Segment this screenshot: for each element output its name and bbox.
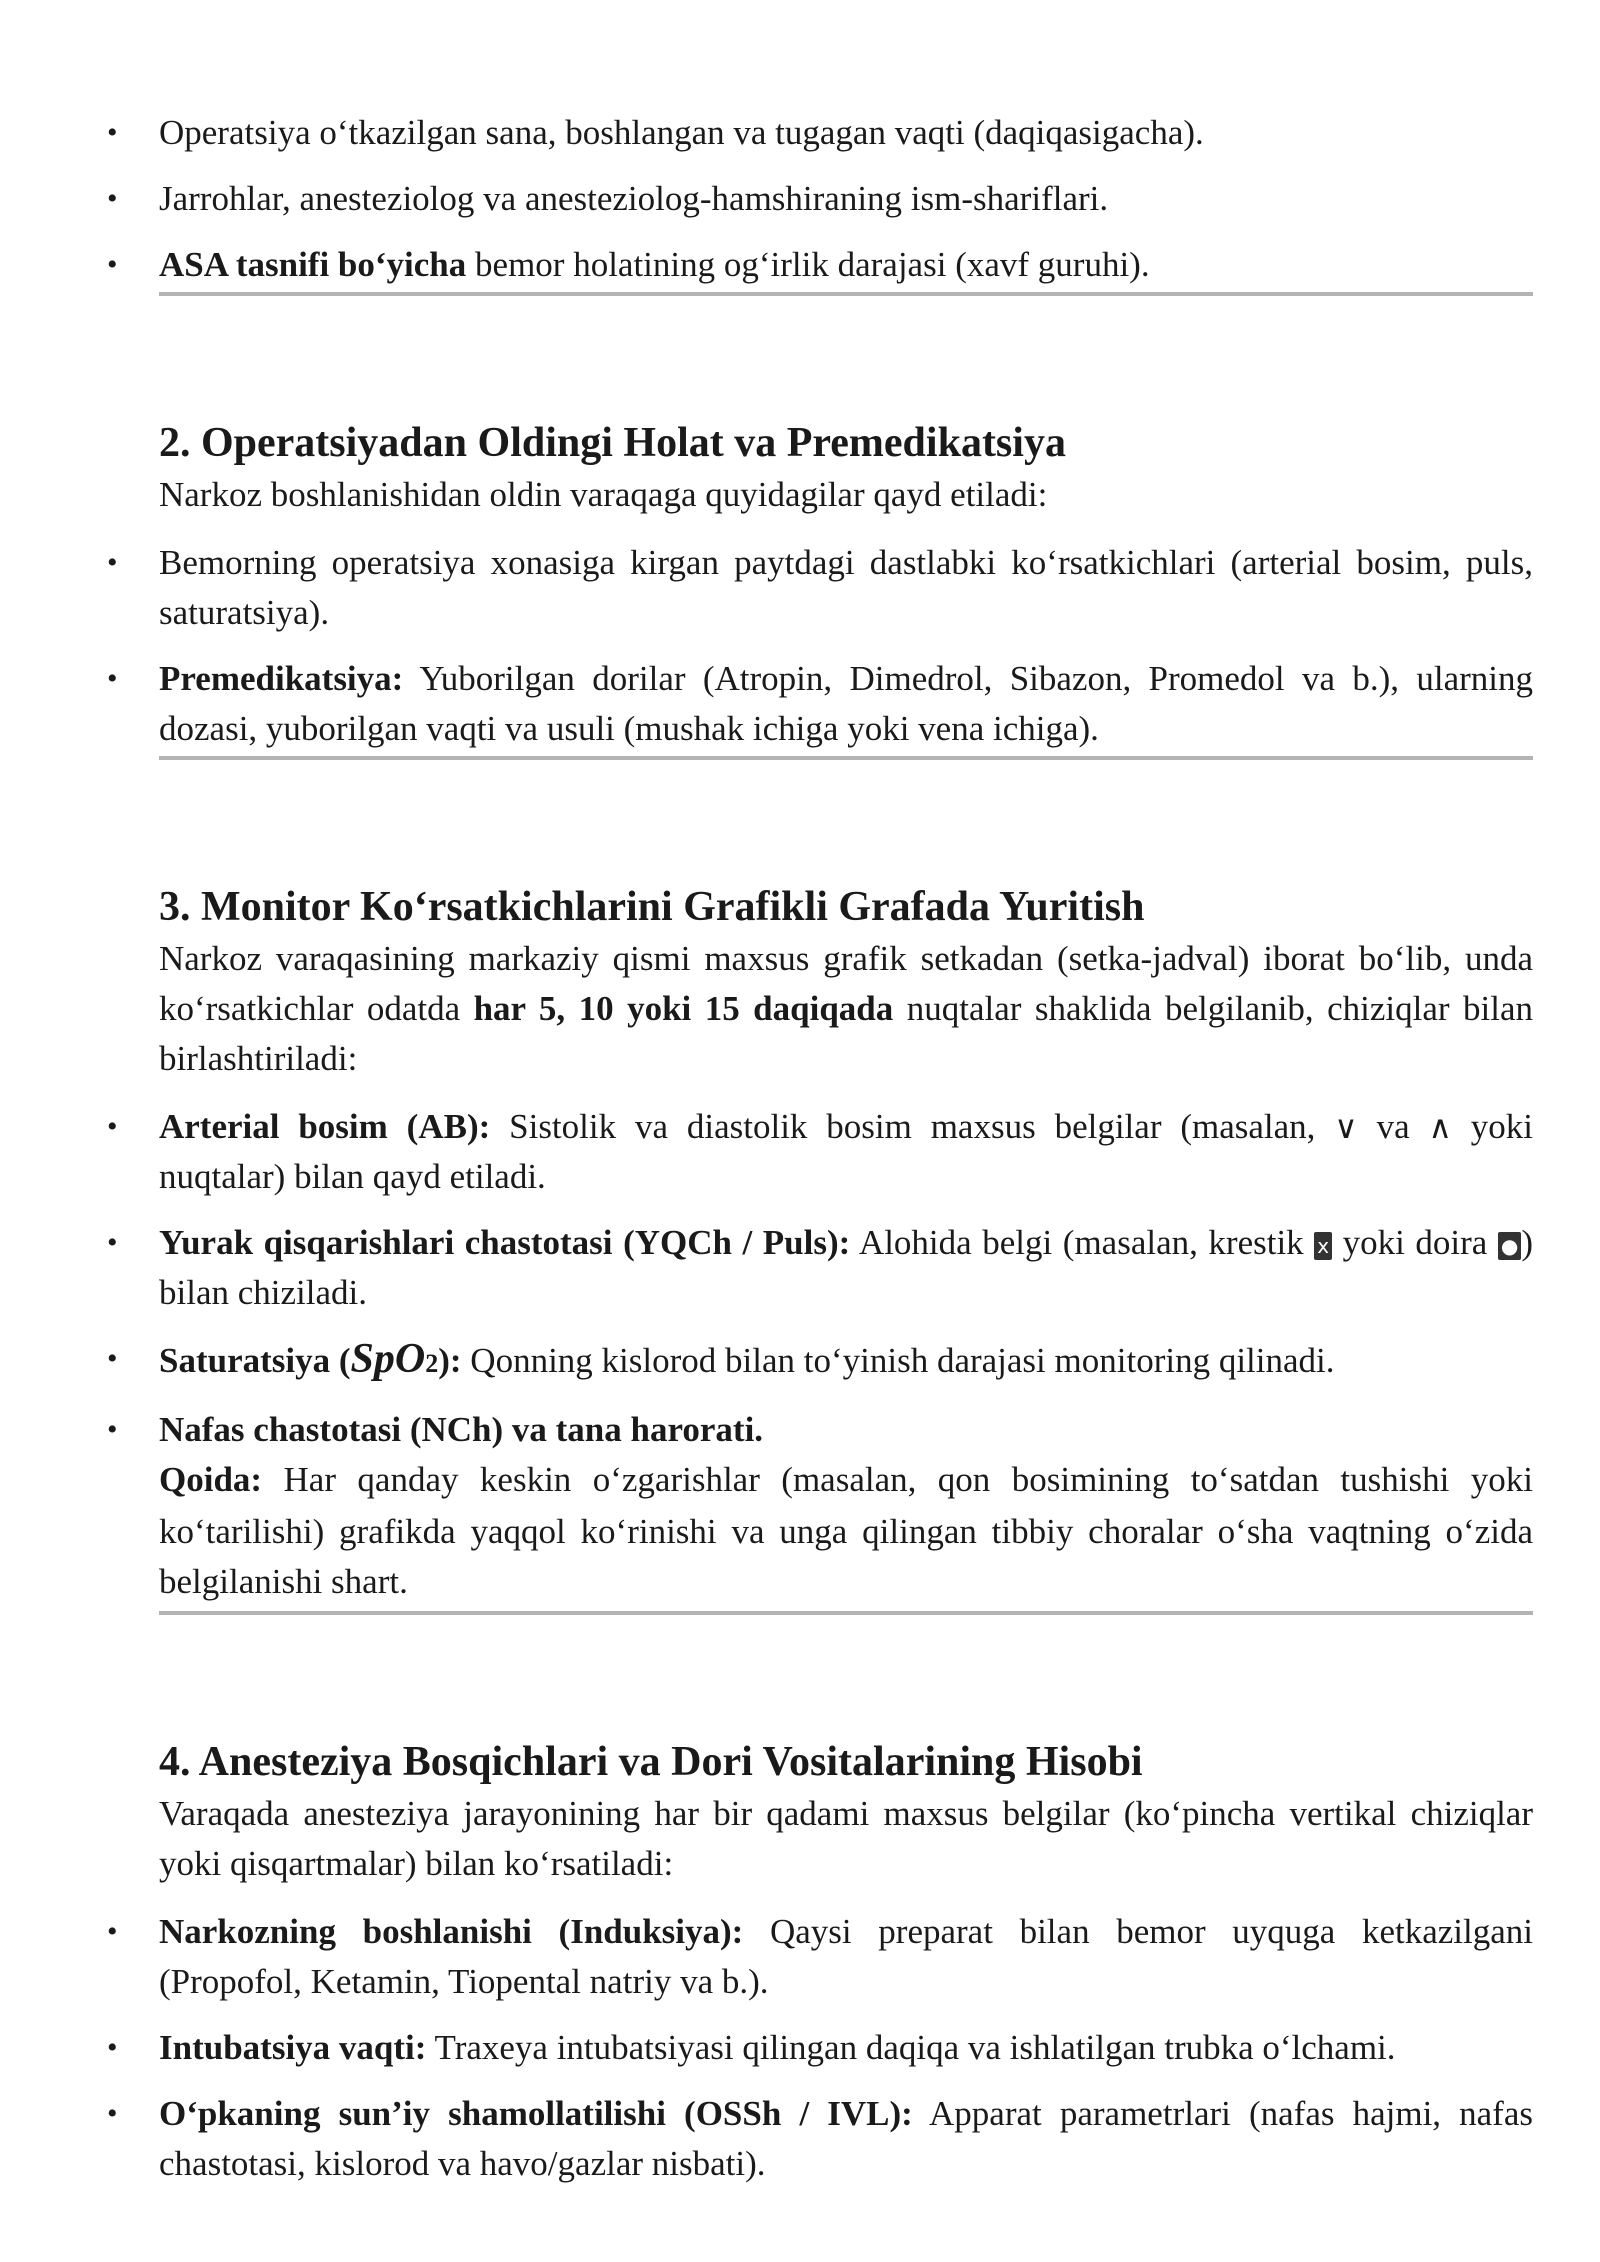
list-item: • Premedikatsiya: Yuborilgan dorilar (Atropin, Dimedrol, Sibazon, Promedol va b.), ularning dozasi, yuborilgan vaqti va usuli (mushak ichiga yoki vena ichiga). [159,654,1533,754]
list-item: • Intubatsiya vaqti: Traxeya intubatsiyasi qilingan daqiqa va ishlatilgan trubka o‘lchami. [159,2023,1533,2073]
list-item: • Bemorning operatsiya xonasiga kirgan paytdagi dastlabki ko‘rsatkichlari (arterial bosim, puls, saturatsiya). [159,538,1533,638]
bold-term: Premedikatsiya: [159,659,404,698]
document-content [159,108,1533,2205]
bold-term: Nafas chastotasi (NCh) va tana harorati. [159,1410,764,1449]
bold-term: Narkozning boshlanishi (Induksiya): [159,1912,744,1951]
list-item: • O‘pkaning sun’iy shamollatilishi (OSSh / IVL): Apparat parametrlari (nafas hajmi, nafas chastotasi, kislorod va havo/gazlar nisbati). [159,2089,1533,2189]
bold-term: Qoida: [159,1460,263,1499]
spo2-symbol: SpO [350,1336,426,1382]
section-3-title: 3. Monitor Ko‘rsatkichlarini Grafikli Grafada Yuritish [159,884,1145,930]
up-caret-icon: ∧ [1428,1108,1452,1146]
down-caret-icon: ∨ [1334,1108,1358,1146]
list-item-arterial-pressure: • Arterial bosim (AB): Sistolik va diastolik bosim maxsus belgilar (masalan, ∨ va ∧ yoki nuqtalar) bilan qayd etiladi. [159,1102,1533,1202]
circle-icon: ● [1498,1232,1521,1260]
list-item: • Jarrohlar, anesteziolog va anesteziolog-hamshiraning ism-shariflari. [159,174,1533,224]
intro-list [159,108,1533,290]
rule-note: Qoida: Har qanday keskin o‘zgarishlar (masalan, qon bosimining to‘satdan tushishi yoki ko‘tarilishi) grafikda yaqqol ko‘rinishi va unga qilingan tibbiy choralar o‘sha vaqtning o‘zida belgilanishi shart. [159,1460,1533,1601]
list-item-respiration [159,1405,1533,1607]
bold-term: Intubatsiya vaqti: [159,2028,427,2067]
bold-term: Yurak qisqarishlari chastotasi (YQCh / Puls): [159,1223,851,1262]
list-item: • Narkozning boshlanishi (Induksiya): Qaysi preparat bilan bemor uyquga ketkazilgani (Propofol, Ketamin, Tiopental natriy va b.). [159,1907,1533,2007]
section-2-list [159,538,1533,754]
bold-term: har 5, 10 yoki 15 daqiqada [473,989,894,1028]
section-4-lead: Varaqada anesteziya jarayonining har bir qadami maxsus belgilar (ko‘pincha vertikal chiziqlar yoki qisqartmalar) bilan ko‘rsatiladi: [159,1794,1533,1883]
section-4-list [159,1907,1533,2189]
bold-term: Arterial bosim (AB): [159,1107,491,1146]
section-4-title: 4. Anesteziya Bosqichlari va Dori Vositalarining Hisobi [159,1739,1143,1785]
section-3-list [159,1102,1533,1607]
cross-icon: x [1314,1232,1332,1260]
section-2-lead: Narkoz boshlanishidan oldin varaqaga quyidagilar qayd etiladi: [159,475,1048,514]
list-item: • ASA tasnifi bo‘yicha bemor holatining og‘irlik darajasi (xavf guruhi). [159,240,1533,290]
section-2-title: 2. Operatsiyadan Oldingi Holat va Premedikatsiya [159,420,1066,466]
bold-term: O‘pkaning sun’iy shamollatilishi (OSSh / IVL): [159,2094,913,2133]
list-item-heart-rate: • Yurak qisqarishlari chastotasi (YQCh / Puls): Alohida belgi (masalan, krestik x yoki doira ●) bilan chiziladi. [159,1218,1533,1318]
bold-term: ASA tasnifi bo‘yicha [159,245,467,284]
list-item-saturation: • Saturatsiya (SpO2): Qonning kislorod bilan to‘yinish darajasi monitoring qilinadi. [159,1334,1533,1389]
list-item: • Operatsiya o‘tkazilgan sana, boshlangan va tugagan vaqti (daqiqasigacha). [159,108,1533,158]
section-3-lead: Narkoz varaqasining markaziy qismi maxsus grafik setkadan (setka-jadval) iborat bo‘lib, unda ko‘rsatkichlar odatda har 5, 10 yoki 15 daqiqada nuqtalar shaklida belgilanib, chiziqlar bilan birlashtiriladi: [159,939,1533,1078]
